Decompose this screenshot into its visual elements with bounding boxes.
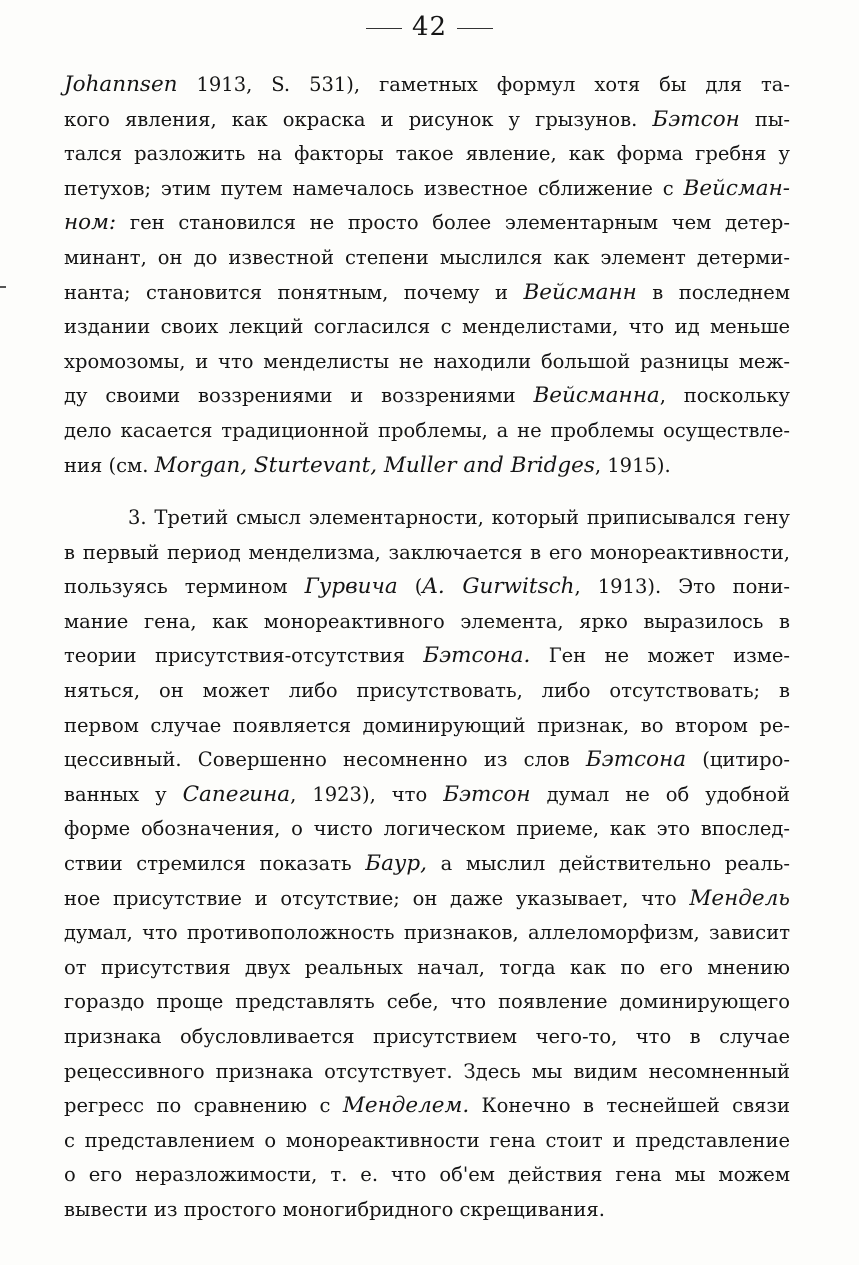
italic-name: Баур, xyxy=(365,850,427,876)
text-line xyxy=(64,137,790,172)
text-line xyxy=(64,639,790,674)
text-line xyxy=(64,103,790,138)
text-line xyxy=(64,985,790,1020)
text-line xyxy=(64,1193,790,1228)
text-line xyxy=(64,241,790,276)
paragraph-continuation xyxy=(64,68,790,483)
text-line xyxy=(64,1124,790,1159)
text-segment: издании своих лекций согласился с менделистами, что ид меньше xyxy=(64,315,790,339)
text-line xyxy=(64,1089,790,1124)
text-segment: цессивный. Совершенно несомненно из слов xyxy=(64,748,586,772)
text-segment: вывести из простого моногибридного скрещивания. xyxy=(64,1197,605,1221)
text-segment: 1913, S. 531), гаметных формул хотя бы для та- xyxy=(177,73,790,96)
italic-name: Гурвича xyxy=(304,574,398,600)
italic-name: A. Gurwitsch xyxy=(422,574,575,600)
text-line xyxy=(64,951,790,986)
text-line xyxy=(64,379,790,414)
text-line xyxy=(64,536,790,571)
text-segment: в первый период менделизма, заключается в его монореактивности, xyxy=(64,540,790,564)
text-segment: ния (см. xyxy=(64,453,155,477)
text-segment: о его неразложимости, т. е. что об'ем действия гена мы можем xyxy=(64,1163,790,1187)
text-segment: теории присутствия-отсутствия xyxy=(64,644,424,668)
text-segment: (цитиро- xyxy=(686,748,790,772)
italic-name: Вейсманн xyxy=(523,279,637,305)
text-line xyxy=(64,414,790,449)
page-number xyxy=(0,12,859,42)
text-line xyxy=(64,709,790,744)
italic-name: Мендель xyxy=(689,885,790,911)
text-segment: минант, он до известной степени мыслился как элемент детерми- xyxy=(64,245,790,269)
text-segment: ванных у xyxy=(64,782,183,806)
text-line xyxy=(64,345,790,380)
text-line xyxy=(64,778,790,813)
text-line xyxy=(64,449,790,484)
text-line xyxy=(64,310,790,345)
italic-name: Бэтсон xyxy=(652,106,740,132)
text-segment: регресс по сравнению с xyxy=(64,1094,343,1118)
text-line xyxy=(64,501,790,536)
text-segment: ное присутствие и отсутствие; он даже указывает, что xyxy=(64,886,690,910)
text-segment: ген становился не просто более элементарным чем детер- xyxy=(116,211,790,235)
text-segment: а мыслил действительно реаль- xyxy=(426,851,791,875)
text-segment: 3. Третий смысл элементарности, который приписывался гену xyxy=(128,506,790,529)
text-segment: рецессивного признака отсутствует. Здесь мы видим несомненный xyxy=(64,1059,790,1083)
text-segment: ду своими воззрениями и воззрениями xyxy=(64,384,534,408)
text-line xyxy=(64,172,790,207)
text-segment: ( xyxy=(397,575,423,599)
text-segment: дело касается традиционной проблемы, а не проблемы осуществле- xyxy=(64,418,790,442)
text-segment: , 1923), что xyxy=(290,782,444,806)
text-segment: нанта; становится понятным, почему и xyxy=(64,280,524,304)
text-segment: гораздо проще представлять себе, что появление доминирующего xyxy=(64,990,790,1014)
left-dash xyxy=(366,28,402,29)
text-line xyxy=(64,1158,790,1193)
text-line xyxy=(64,1020,790,1055)
text-segment: первом случае появляется доминирующий признак, во втором ре- xyxy=(64,713,790,737)
text-line xyxy=(64,570,790,605)
italic-name: Вейсманна xyxy=(533,383,660,409)
text-segment: , 1915). xyxy=(594,453,671,477)
text-line xyxy=(64,276,790,311)
italic-name: Бэтсона. xyxy=(423,643,531,669)
text-line xyxy=(64,206,790,241)
page-number-value: 42 xyxy=(411,12,448,42)
text-segment: думал не об удобной xyxy=(530,782,790,806)
text-segment: в последнем xyxy=(636,280,791,304)
text-segment: от присутствия двух реальных начал, тогда как по его мнению xyxy=(64,955,790,979)
italic-name: Бэтсона xyxy=(585,747,687,773)
text-line xyxy=(64,1055,790,1090)
text-segment: с представлением о монореактивности гена стоит и представление xyxy=(64,1128,790,1152)
text-segment: няться, он может либо присутствовать, либо отсутствовать; в xyxy=(64,678,790,702)
text-segment: , поскольку xyxy=(659,384,790,408)
text-segment: пользуясь термином xyxy=(64,575,305,599)
text-line xyxy=(64,916,790,951)
text-segment: Ген не может изме- xyxy=(530,644,790,668)
italic-name: Morgan, Sturtevant, Muller and Bridges xyxy=(154,452,595,478)
text-segment: кого явления, как окраска и рисунок у грызунов. xyxy=(64,107,653,131)
text-segment: признака обусловливается присутствием чего-то, что в случае xyxy=(64,1024,790,1048)
text-line xyxy=(64,882,790,917)
italic-name: Вейсман- xyxy=(683,175,790,201)
text-line xyxy=(64,743,790,778)
italic-name: Бэтсон xyxy=(443,781,531,807)
right-dash xyxy=(457,28,493,29)
text-segment: Конечно в теснейшей связи xyxy=(469,1094,790,1118)
text-line xyxy=(64,605,790,640)
italic-name: Johannsen xyxy=(64,72,178,97)
italic-name: ном: xyxy=(64,210,117,236)
text-segment: тался разложить на факторы такое явление, как форма гребня у xyxy=(64,142,790,166)
italic-name: Менделем. xyxy=(342,1093,470,1119)
text-segment: форме обозначения, о чисто логическом приеме, как это впослед- xyxy=(64,817,790,841)
text-segment: , 1913). Это пони- xyxy=(574,575,790,599)
text-line xyxy=(64,847,790,882)
scan-edge-mark xyxy=(0,286,6,288)
text-line xyxy=(64,812,790,847)
text-segment: пы- xyxy=(739,107,790,131)
text-segment: хромозомы, и что менделисты не находили большой разницы меж- xyxy=(64,349,790,373)
text-segment: мание гена, как монореактивного элемента, ярко выразилось в xyxy=(64,609,790,633)
italic-name: Сапегина xyxy=(182,781,291,807)
text-segment: думал, что противоположность признаков, аллеломорфизм, зависит xyxy=(64,921,790,945)
text-segment: петухов; этим путем намечалось известное сближение с xyxy=(64,176,684,200)
text-segment: ствии стремился показать xyxy=(64,851,366,875)
paragraph-section-3 xyxy=(64,501,790,1227)
text-line xyxy=(64,68,790,103)
text-line xyxy=(64,674,790,709)
